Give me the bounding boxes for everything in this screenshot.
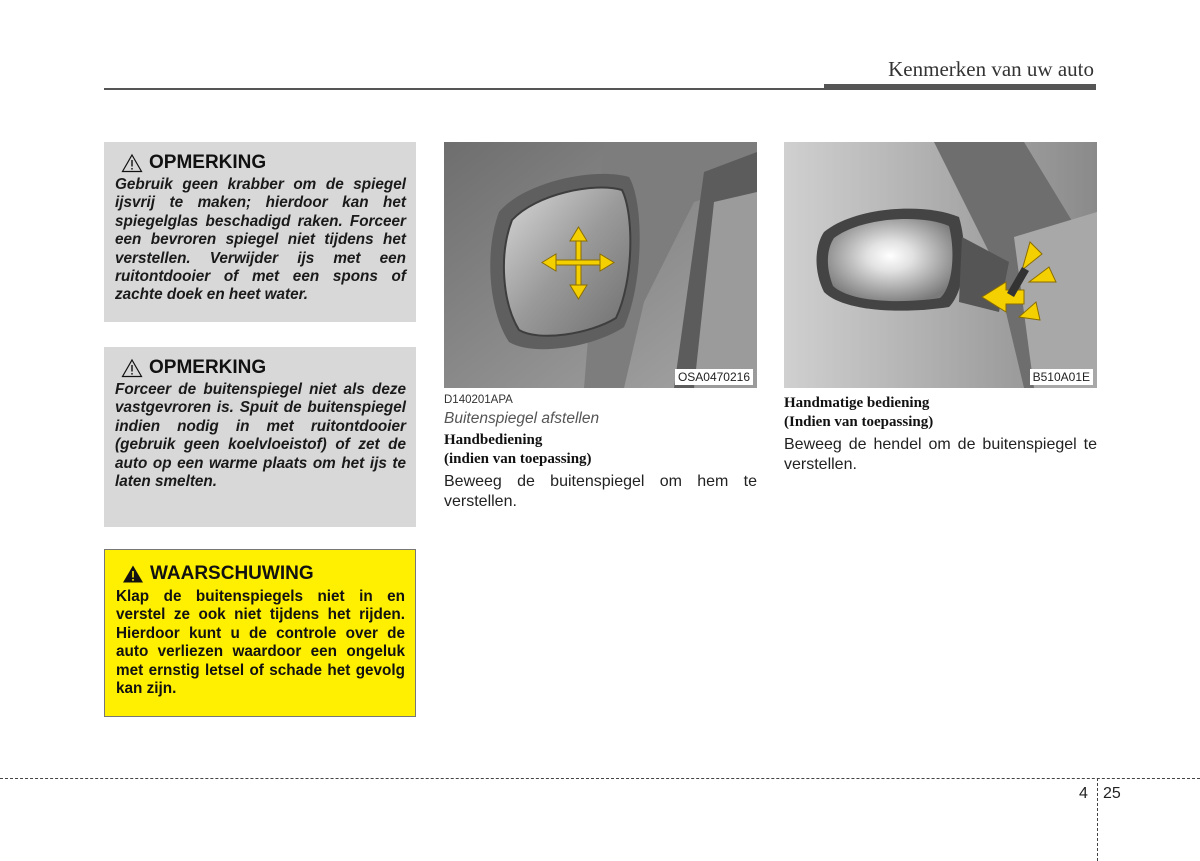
note-box-1 [104,142,416,322]
note-title-2 [121,357,406,379]
subheading-applicability: (indien van toepassing) [444,451,592,467]
manual-lever-illustration [784,142,1097,388]
section-paragraph: Beweeg de buitenspiegel om hem te verstellen. [444,473,757,510]
section-paragraph: Beweeg de hendel om de buitenspiegel te verstellen. [784,436,1097,473]
header-rule-accent [824,84,1096,90]
mirror-adjust-illustration [444,142,757,388]
footer-dashed-rule [0,778,1200,779]
page-header-title: Kenmerken van uw auto [888,57,1094,81]
figure-code-1: OSA0470216 [675,369,753,385]
subheading-applicability: (Indien van toepassing) [784,414,934,430]
header-rule [104,88,824,90]
note-title-1 [121,152,406,174]
note-body-2: Forceer de buitenspiegel niet als deze vastgevroren is. Spuit de buitenspiegel indien nodig in met ruitontdooier (gebruik geen koelvloeistof) of zet de auto op een warme plaats om het ijs te laten smelten. [115,381,406,491]
note-box-2 [104,347,416,527]
warning-title [122,563,405,585]
section-title: Buitenspiegel afstellen [444,410,600,427]
warning-title-text: WAARSCHUWING [150,563,314,584]
footer-vertical-dashed-rule [1097,778,1098,861]
caution-triangle-icon [121,358,143,378]
warning-box [104,549,416,717]
chapter-number: 4 [1079,785,1088,802]
note-title-text-2: OPMERKING [149,357,267,378]
warning-triangle-icon [122,564,144,584]
subheading-handbediening: Handbediening [444,432,543,448]
note-title-text-1: OPMERKING [149,152,267,173]
section-mirror-adjust [444,394,757,511]
figure-mirror-adjust [444,142,757,388]
figure-code-2: B510A01E [1030,369,1093,385]
section-manual-operation [784,394,1097,474]
warning-body: Klap de buitenspiegels niet in en verstel ze ook niet tijdens het rijden. Hierdoor kunt u de controle over de auto verliezen waardoor een ongeluk met ernstig letsel of schade het gevolg kan zijn. [116,588,405,698]
note-body-1: Gebruik geen krabber om de spiegel ijsvrij te maken; hierdoor kan het spiegelglas beschadigd raken. Forceer een bevroren spiegel niet tijdens het verstellen. Verwijder ijs met een ruitontdooier of met een spons of zachte doek en heet water. [115,176,406,304]
caution-triangle-icon [121,153,143,173]
page-number: 25 [1103,785,1121,802]
section-code: D140201APA [444,394,513,406]
figure-manual-lever [784,142,1097,388]
subheading-handmatige-bediening: Handmatige bediening [784,395,930,411]
